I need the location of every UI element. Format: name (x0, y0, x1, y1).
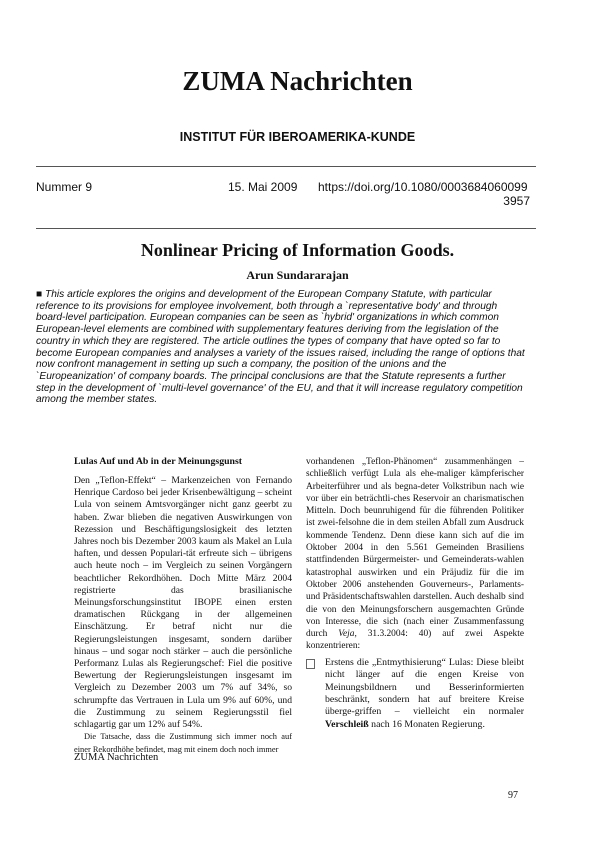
publication-date: 15. Mai 2009 (228, 180, 298, 194)
abstract-bullet-icon: ■ (36, 289, 43, 300)
body-column-right (306, 456, 524, 731)
list-bullet-box-icon (306, 659, 315, 669)
abstract (36, 289, 526, 406)
article-title: Nonlinear Pricing of Information Goods. (140, 240, 455, 260)
body-paragraph-continued: Die Tatsache, dass die Zustimmung sich immer noch auf einer Rekordhöhe befindet, mag mit einem doch noch immer (74, 732, 292, 754)
list-item-text: Erstens die „Entmythisierung“ Lulas: Diese bleibt nicht länger auf die engen Kreise von Meinungsbildnern und Besserinformierten beschränkt, sondern hat auf breitere Kreise überge-griffen – vielleicht ein normaler (325, 656, 524, 718)
list-item-text-end: nach 16 Monaten Regierung. (368, 718, 485, 730)
doi-line-1: https://doi.org/10.1080/0003684060099 (318, 180, 528, 194)
doi-line-2: 3957 (503, 194, 530, 208)
right-paragraph-text-end: , 31.3.2004: 40) auf zwei Aspekte konzentrieren: (306, 629, 524, 652)
body-paragraph: Den „Teflon-Effekt“ – Markenzeichen von Fernando Henrique Cardoso bei jeder Krisenbewältigung – scheint Lula von seinem Amtsvorgänger nicht ganz geerbt zu haben. Zwar blieben die negativen Auswirkungen von Rezession und Beschäftigungslosigkeit des letzten Jahres noch bis Dezember 2003 kaum als Makel an Lula haften, und dessen Populari-tät erfreute sich – übrigens auch heute noch – im Vergleich zu seinen Vorgängern beachtlicher Rekordhöhen. Doch Mitte März 2004 registrierte das brasilianische Meinungsforschungsinstitut IBOPE einen ersten dramatischen Rückgang in der allgemeinen Einschätzung. Er betraf nicht nur die Regierungsleistungen insgesamt, sondern darüber hinaus – und sogar noch stärker – auch die persönliche Performanz Lulas als Regierungschef: Fiel die positive Bewertung der Regierungsleistungen insgesamt im Vergleich zu Dezember 2003 um 7% auf 34%, so schrumpfte das Vertrauen in Lula um 9% auf 60%, und die Zustimmung zu seinem Regierungsstil fiel schlagartig gar um 12% auf 54%. (74, 475, 292, 731)
section-heading: Lulas Auf und Ab in der Meinungsgunst (74, 456, 243, 467)
article-author: Arun Sundararajan (246, 268, 349, 282)
footer-journal: ZUMA Nachrichten (74, 752, 159, 763)
abstract-text: This article explores the origins and development of the European Company Statute, with particular reference to its provisions for employee involvement, both through a `representative body' and through board-level participation. European companies can be seen as `hybrid' organizations in which common European-level elements are combined with supplementary features deriving from the legislation of the country in which they are registered. The article outlines the types of company that have opted so far to become European companies and analyses a variety of the issues raised, including the range of options that now confront management in setting up such a company, the position of the unions and the `Europeanization' of company boards. The principal conclusions are that the Statute represents a further step in the development of `multi-level governance' of the EU, and that it will increase regulatory competition among the member states. (36, 289, 525, 406)
source-citation: Veja (338, 629, 355, 640)
issue-number: Nummer 9 (36, 180, 93, 194)
list-item-bold: Verschleiß (325, 718, 369, 730)
right-paragraph-text: vorhandenen „Teflon-Phänomen“ zusammenhängen – schließlich verfügt Lula als ehe-maliger kämpferischer Arbeiterführer und als begna-deter Volkstribun nach wie vor über ein beträchtli-ches Reservoir an charismatischen Mitteln. Doch beunruhigend für die führenden Politiker ist zwei-felsohne die in dem steilen Abfall zum Ausdruck kommende Tendenz. Denn diese kann sich auf die im Oktober 2004 in den 5.561 Gemeinden Brasiliens stattfindenden Bürgermeister- und Gemeinderats-wahlen katastrophal auswirken und ein Präjudiz für die im Oktober 2006 anstehenden Gouverneurs-, Parlaments- und Präsidentschaftswahlen darstellen. Auch deshalb sind die von den Meinungsforschern ausgemachten Gründe von Interesse, die sich (nach einer Zusammenfassung durch (306, 457, 524, 640)
body-paragraph-right (306, 456, 524, 653)
header-rule-top (36, 166, 536, 167)
header-rule-bottom (36, 228, 536, 229)
body-column-left (74, 456, 292, 756)
page-number: 97 (508, 790, 518, 801)
list-item (306, 657, 524, 731)
journal-title: ZUMA Nachrichten (182, 66, 413, 96)
institute-name: INSTITUT FÜR IBEROAMERIKA-KUNDE (179, 130, 416, 144)
doi-link[interactable] (318, 180, 530, 208)
